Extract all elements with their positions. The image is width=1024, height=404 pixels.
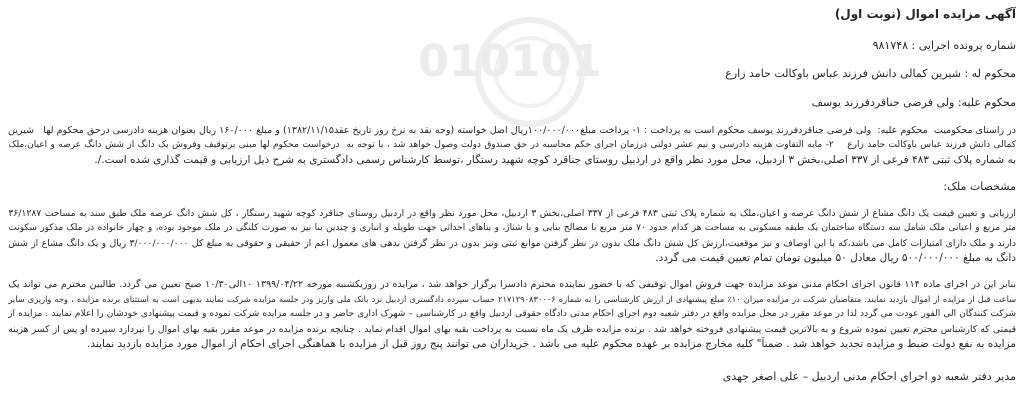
auction-line-text: شرکت کنندگان الی الفور عودت می گردد لذا در موعد مقرر در محل مزایده واقع در دفتر شعبه دوم اجرای احکام مدنی دادگاه حقوقی اردبیل واقع در کارشناسی – شهرک اداری حاضر و در جلسه مزایده شرکت نموده و قیمت پیشنهادی خودشان را اعلام نمایند . مزایده از	[8, 309, 1016, 319]
case-number-label: شماره پرونده اجرایی :	[911, 39, 1016, 52]
notice-title-text: آگهی مزایده اموال (نوبت اول)	[834, 7, 1016, 21]
property-line	[8, 236, 1016, 251]
case-number-value: ۹۸۱۷۴۸	[872, 39, 909, 52]
auction-line	[8, 337, 1016, 352]
judgment-line	[8, 138, 1016, 153]
judgment-line-text: به شماره پلاک ثبتی ۴۸۳ فرعی از ۳۳۷ اصلی،بخش ۳ اردبیل، محل مورد نظر واقع در اردبیل روستای جناقرد کوچه شهید رستگار ،توسط کارشناس رسمی دادگستری به شرح ذیل ارزیابی و قیمت گذاری شده است./.	[94, 154, 1016, 166]
property-line	[8, 221, 1016, 236]
property-line	[8, 251, 1016, 266]
judgment-line-text: کمالی دانش فرزند عباس باوکالت حامد زارع ۲- مایه التفاوت هزینه دادرسی و نیم عشر دولتی درزمان اجرای حکم محاسبه در حق صندوق دولت وصول خواهد شد ، با توجه به درخواست محکوم لها مبنی برتوقیف وفروش یک دانگ از شش دانگ عرصه و اعیان،ملک	[8, 140, 1016, 150]
creditor-line	[8, 66, 1016, 81]
signature	[8, 369, 1016, 384]
auction-line-text: بنابر این در اجرای ماده ۱۱۴ قانون اجرای احکام مدنی موعد مزایده جهت فروش اموال توقیفی که با حضور نماینده محترم دادسرا برگزار خواهد شد ، مزایده در روزیکشنبه مورخه ۱۳۹۹/۰۴/۲۲ ۱۰الی۱۰/۳۰ صبح تعیین می گردد. طالبین محترم می تواند یک	[8, 279, 1016, 290]
case-number-line	[8, 38, 1016, 53]
judgment-line-text: در راستای محکومیت محکوم علیه: ولی فرضی جناقردفرزند یوسف محکوم است به پرداخت : ۱- پرداخت مبلغ۱۰۰/۰۰۰/۰۰۰ریال اصل خواسته (وجه نقد به نرخ روز تاریخ عقد۱۳۸۲/۱۱/۱۵) و مبلغ ۱۶۰/۰۰۰ ریال بعنوان هزینه دادرسی درحق محکوم لها شیرین	[8, 125, 1016, 136]
property-line	[8, 206, 1016, 221]
debtor-label: محکوم علیه:	[957, 96, 1016, 109]
auction-line-text: ساعت قبل از مزایده از اموال بازدید نمایند. متقاضیان شرکت در مزایده میزان ۱۰٪ مبلغ پیشنهادی از ارزش کارشناسی را به شماره ۲۱۷۱۲۹۰۸۳۰۰۰۶ حساب سپرده دادگستری اردبیل نزد بانک ملی واریز ودر جلسه مزایده شرکت نمایند بدیهی است به استثنای برنده مزایده ، وجه واریزی سایر	[8, 294, 1016, 304]
property-line-text: دانگ به مبلغ ۵۰۰/۰۰۰/۰۰۰ ریال معادل ۵۰ میلیون تومان تمام تعیین قیمت می گردد.	[655, 252, 1016, 264]
auction-line	[8, 277, 1016, 292]
auction-line	[8, 322, 1016, 337]
property-line-text: دارند و ملک دارای امتیازات کامل می باشد،که با این اوصاف و نیز موقعیت،ارزش کل شش دانگ ملک بدون در نظر گرفتن موانع ثبتی ونیز بدون در نظر گرفتن بدهی های معمول اعم از حقیقی و حقوقی به مبلغ کل ۳/۰۰۰/۰۰۰/۰۰۰ ریال و یک دانگ مشاع از شش	[8, 238, 1016, 249]
creditor-value: شیرین کمالی دانش فرزند عباس باوکالت حامد زارع	[725, 67, 961, 80]
creditor-label: محکوم له :	[964, 67, 1016, 80]
auction-line	[8, 292, 1016, 307]
property-heading	[8, 179, 1016, 194]
notice-title	[8, 6, 1016, 23]
auction-line	[8, 307, 1016, 322]
auction-line-text: مزایده به نفع دولت ضبط و مزایده تجدید خواهد شد . ضمناً" کلیه مخارج مزایده بر عهده محکوم علیه می باشد . خریداران می توانند پنج روز قبل از مزایده با هماهنگی اجرای احکام از اموال مورد مزایده بازدید نمایند.	[87, 338, 1016, 350]
signature-text: مدیر دفتر شعبه دو اجرای احکام مدنی اردبیل – علی اصغر جهدی	[722, 370, 1016, 383]
property-line-text: متر مربع و اعیانی ملک شامل سه دستگاه ساختمان یک طبقه مسکونی به مساحت هر کدام حدود ۷۰ متر مربع با مصالح بنایی و با شناژ، و بناهای احداثی جهت طویله و انباری و چندین بنا نیز به صورت کلنگی در ملک موجود بوده، و چهار خانواده در ملک مذکور سکونت	[8, 223, 1016, 233]
debtor-value: ولی فرضی جناقردفرزند یوسف	[811, 96, 955, 109]
judgment-line	[8, 153, 1016, 168]
property-heading-text: مشخصات ملک:	[943, 180, 1016, 193]
auction-line-text: قیمتی که کارشناس محترم تعیین نموده شروع و به بالاترین قیمت پیشنهادی فروخته خواهد شد . برنده مزایده ظرف یک ماه نسبت به پرداخت بقیه بهای اموال اقدام نماید . چنانچه برنده مزایده در موعد مقرر بقیه بهای اموال را نپردازد سپرده او پس از کسر هزینه	[8, 324, 1016, 335]
judgment-line	[8, 123, 1016, 138]
property-line-text: ارزیابی و تعیین قیمت یک دانگ مشاع از شش دانگ عرصه و اعیان،ملک به شماره پلاک ثبتی ۴۸۳ فرعی از ۳۳۷ اصلی،بخش ۳ اردبیل، محل مورد نظر واقع در اردبیل روستای جناقرد کوچه شهید رستگار ، کل شش دانگ عرصه ملک طبق سند به مساحت ۳۶/۱۲۸۷	[8, 208, 1016, 219]
debtor-line	[8, 95, 1016, 110]
watermark-digits: 010101	[418, 36, 602, 87]
